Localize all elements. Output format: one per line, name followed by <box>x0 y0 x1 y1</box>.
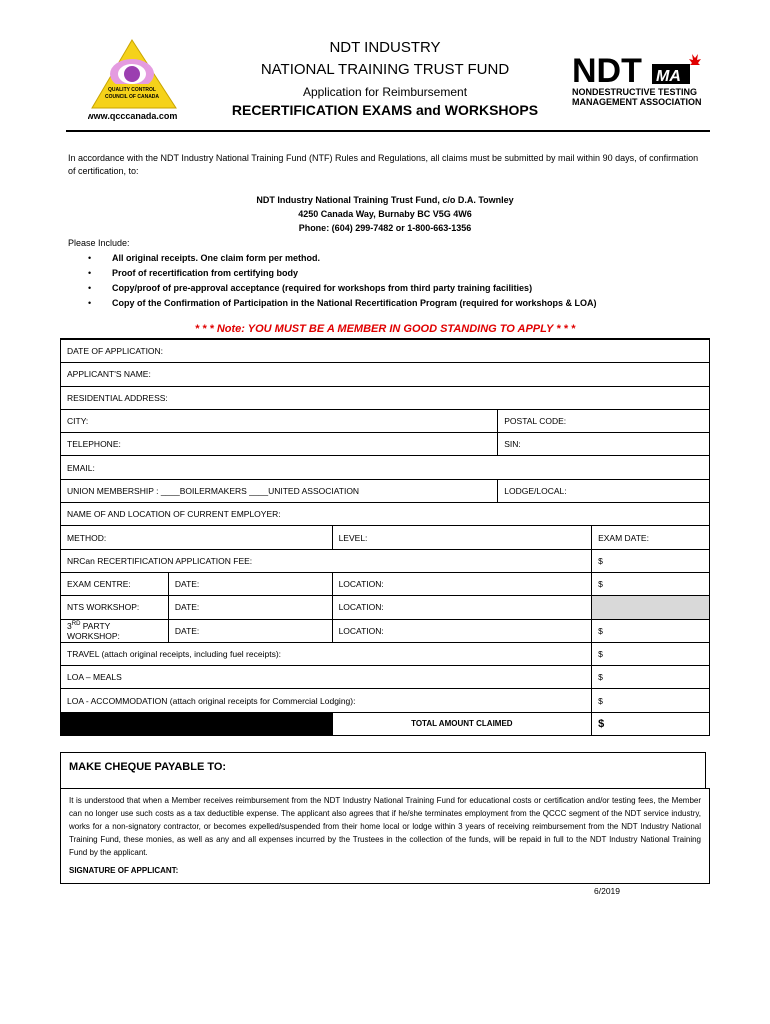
logo-url: www.qcccanada.com <box>88 111 178 121</box>
exam-centre-location[interactable]: LOCATION: <box>332 572 592 595</box>
third-suffix: PARTY WORKSHOP: <box>67 620 120 641</box>
exam-centre-amount[interactable]: $ <box>592 572 710 595</box>
loa-accommodation-label: LOA - ACCOMMODATION (attach original receipts for Commercial Lodging): <box>61 689 592 712</box>
date-of-application-field[interactable]: DATE OF APPLICATION: <box>61 339 710 363</box>
intro-text: In accordance with the NDT Industry National Training Fund (NTF) Rules and Regulations, all claims must be submitted by mail within 90 days, of confirmation of certification, to: <box>68 153 699 176</box>
lodge-local-field[interactable]: LODGE/LOCAL: <box>498 479 710 502</box>
signature-field[interactable]: SIGNATURE OF APPLICANT: <box>69 866 179 875</box>
sin-field[interactable]: SIN: <box>498 433 710 456</box>
address-line-1: NDT Industry National Training Trust Fund, c/o D.A. Townley <box>256 195 514 205</box>
third-party-amount[interactable]: $ <box>592 619 710 642</box>
application-form <box>60 338 710 736</box>
requirements-list <box>90 251 597 311</box>
exam-centre-date[interactable]: DATE: <box>168 572 332 595</box>
nrcan-fee-label: NRCan RECERTIFICATION APPLICATION FEE: <box>61 549 592 572</box>
travel-label: TRAVEL (attach original receipts, including fuel receipts): <box>61 642 592 665</box>
nrcan-fee-amount[interactable]: $ <box>592 549 710 572</box>
membership-note: * * * Note: YOU MUST BE A MEMBER IN GOOD STANDING TO APPLY * * * <box>194 323 576 335</box>
ma-mark: MA <box>656 68 681 85</box>
travel-amount[interactable]: $ <box>592 642 710 665</box>
ndt-mark: NDT <box>572 52 642 90</box>
third-prefix: 3 <box>67 620 72 631</box>
maple-leaf-icon <box>689 54 701 65</box>
nts-workshop-location[interactable]: LOCATION: <box>332 596 592 619</box>
third-sup: RD <box>71 620 81 627</box>
header-line-1: NDT INDUSTRY <box>329 39 441 56</box>
third-party-workshop-field[interactable] <box>61 619 169 642</box>
city-field[interactable]: CITY: <box>61 409 498 432</box>
method-field[interactable]: METHOD: <box>61 526 333 549</box>
header-line-3: Application for Reimbursement <box>302 85 468 99</box>
address-line-3: Phone: (604) 299-7482 or 1-800-663-1356 <box>298 223 472 233</box>
agreement-text: It is understood that when a Member receives reimbursement from the NDT Industry National Training Fund for educational costs or certification and/or testing fees, the Member can no longer use such costs as a tax deductible expense. The applicant also agrees that if he/she terminates employment from the QCCC segment of the NDT service industry, works for a non-signatory contractor, or becomes expelled/suspended from their home local or lodge within 3 years of receiving reimbursement from the NDT Industry National Training Fund, these monies, as well as any and all expenses incurred by the Trustees in the collection of the funds, will be repaid in full to the NDT Industry National Training Fund by the applicant. <box>69 796 701 857</box>
address-line-2: 4250 Canada Way, Burnaby BC V5G 4W6 <box>298 209 472 219</box>
ndtma-logo <box>570 50 705 110</box>
header-line-2: NATIONAL TRAINING TRUST FUND <box>260 61 510 78</box>
revision-date: 6/2019 <box>594 886 620 896</box>
requirement-item: • Copy/proof of pre-approval acceptance (required for workshops from third party training facilities) <box>90 281 597 296</box>
requirement-item: • Copy of the Confirmation of Participation in the National Recertification Program (required for workshops & LOA) <box>90 296 597 311</box>
loa-accommodation-amount[interactable]: $ <box>592 689 710 712</box>
loa-meals-amount[interactable]: $ <box>592 666 710 689</box>
postal-code-field[interactable]: POSTAL CODE: <box>498 409 710 432</box>
logo-right-line-1: NONDESTRUCTIVE TESTING <box>572 87 698 97</box>
requirement-item: • Proof of recertification from certifying body <box>90 266 597 281</box>
exam-date-field[interactable]: EXAM DATE: <box>592 526 710 549</box>
agreement-box <box>60 788 710 884</box>
cheque-payable-label: MAKE CHEQUE PAYABLE TO: <box>60 752 706 788</box>
residential-address-field[interactable]: RESIDENTIAL ADDRESS: <box>61 386 710 409</box>
header-rule <box>66 130 710 132</box>
please-include-label: Please Include: <box>68 238 130 248</box>
exam-centre-field[interactable]: EXAM CENTRE: <box>61 572 169 595</box>
telephone-field[interactable]: TELEPHONE: <box>61 433 498 456</box>
nts-workshop-date[interactable]: DATE: <box>168 596 332 619</box>
employer-field[interactable]: NAME OF AND LOCATION OF CURRENT EMPLOYER: <box>61 503 710 526</box>
total-label: TOTAL AMOUNT CLAIMED <box>332 712 592 735</box>
level-field[interactable]: LEVEL: <box>332 526 592 549</box>
requirement-item: • All original receipts. One claim form per method. <box>90 251 597 266</box>
logo-text-1: QUALITY CONTROL <box>108 87 156 93</box>
union-membership-field[interactable]: UNION MEMBERSHIP : ____BOILERMAKERS ____UNITED ASSOCIATION <box>61 479 498 502</box>
logo-right-line-2: MANAGEMENT ASSOCIATION <box>572 97 702 107</box>
applicant-name-field[interactable]: APPLICANT'S NAME: <box>61 363 710 386</box>
header-line-4: RECERTIFICATION EXAMS and WORKSHOPS <box>231 102 539 118</box>
logo-text-2: COUNCIL OF CANADA <box>104 94 160 100</box>
third-party-date[interactable]: DATE: <box>168 619 332 642</box>
third-party-location[interactable]: LOCATION: <box>332 619 592 642</box>
nts-workshop-amount-shaded <box>592 596 710 619</box>
loa-meals-label: LOA – MEALS <box>61 666 592 689</box>
total-black-bar <box>61 712 333 735</box>
email-field[interactable]: EMAIL: <box>61 456 710 479</box>
total-amount[interactable]: $ <box>592 712 710 735</box>
nts-workshop-field[interactable]: NTS WORKSHOP: <box>61 596 169 619</box>
